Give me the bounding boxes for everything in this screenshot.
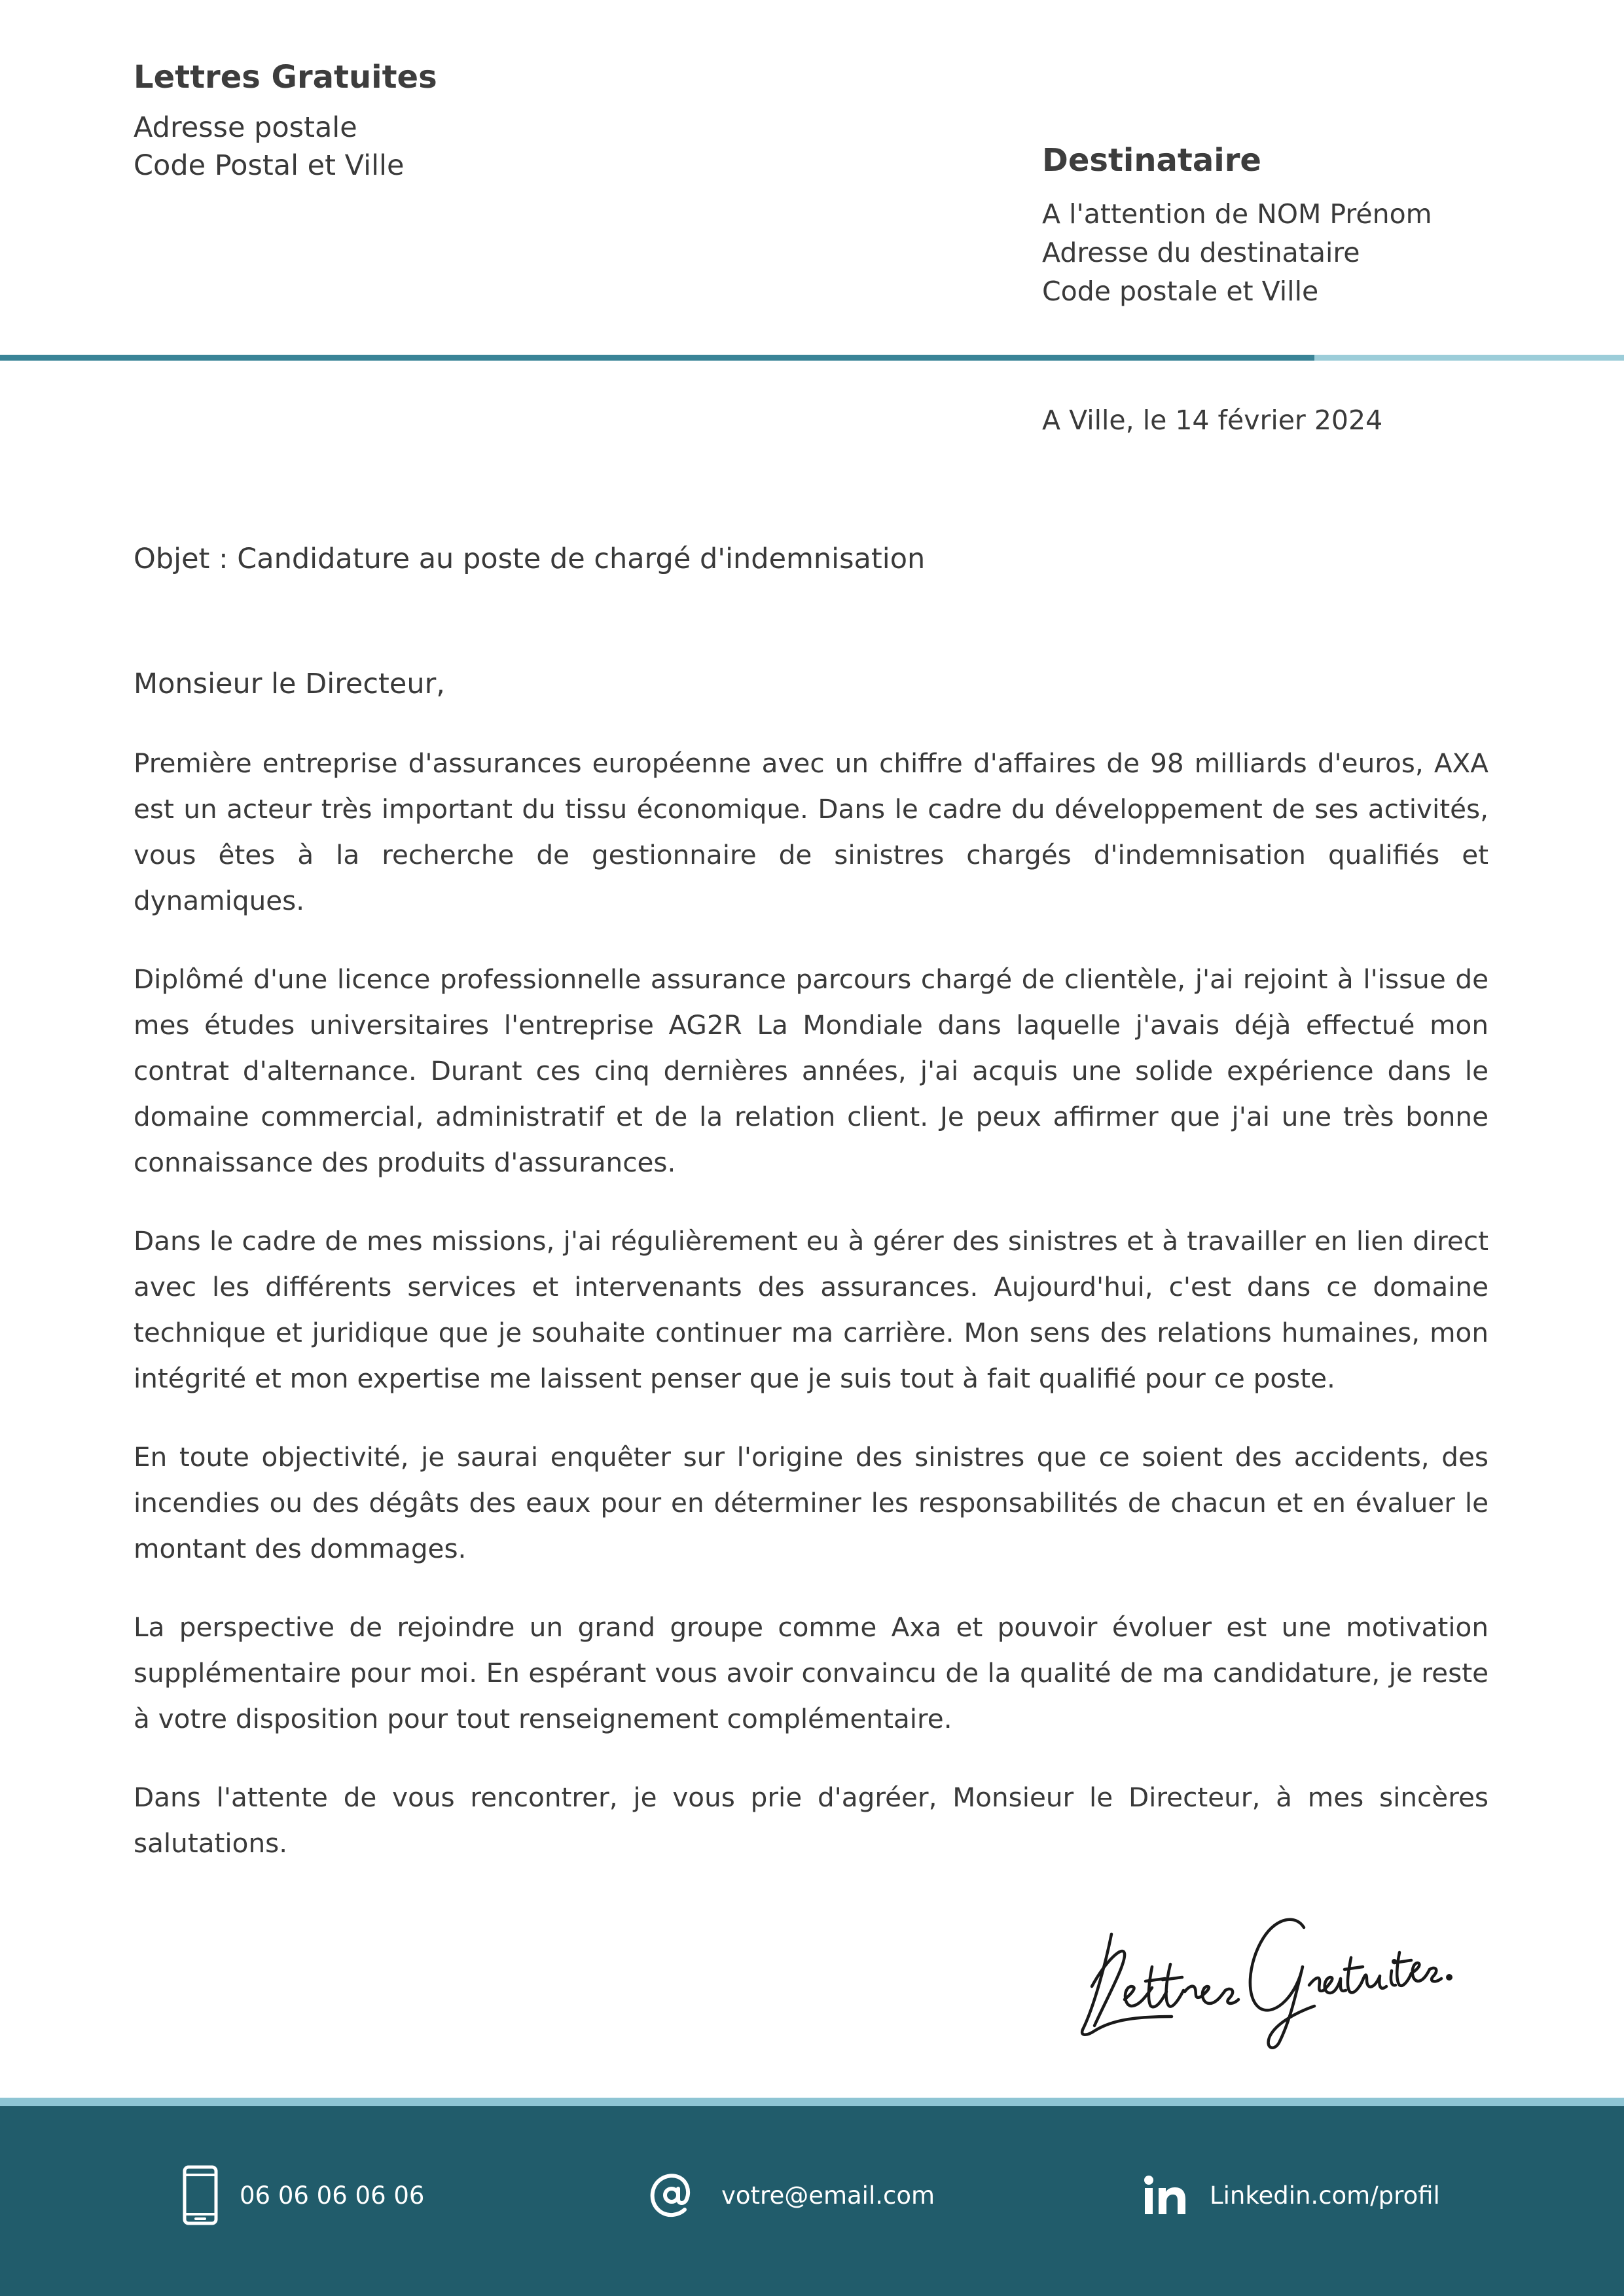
- body-paragraph: La perspective de rejoindre un grand groupe comme Axa et pouvoir évoluer est une motivation supplémentaire pour moi. En espérant vous avoir convaincu de la qualité de ma candidature, je reste à votre disposition pour tout renseignement complémentaire.: [134, 1611, 1489, 1734]
- recipient-block: [1042, 137, 1579, 311]
- recipient-city-line: Code postale et Ville: [1042, 276, 1319, 307]
- sender-address: [134, 109, 723, 185]
- sender-block: [134, 54, 723, 185]
- mobile-phone-icon: [182, 2164, 219, 2226]
- footer-stripe: [0, 2098, 1624, 2106]
- contact-phone-text: 06 06 06 06 06: [240, 2181, 425, 2210]
- contact-email[interactable]: [648, 2162, 935, 2228]
- sender-city-line: Code Postal et Ville: [134, 149, 405, 182]
- sender-address-line: Adresse postale: [134, 111, 357, 144]
- recipient-address-line: Adresse du destinataire: [1042, 237, 1360, 268]
- contact-linkedin[interactable]: [1144, 2162, 1440, 2228]
- at-sign-icon: [648, 2172, 695, 2219]
- letter-salutation: Monsieur le Directeur,: [134, 668, 445, 700]
- body-paragraph: Dans le cadre de mes missions, j'ai régulièrement eu à gérer des sinistres et à travailler en lien direct avec les différents services et intervenants des assurances. Aujourd'hui, c'est dans ce domaine technique et juridique que je souhaite continuer ma carrière. Mon sens des relations humaines, mon intégrité et mon expertise me laissent penser que je suis tout à fait qualifié pour ce poste.: [134, 1225, 1489, 1394]
- contact-phone: [182, 2162, 424, 2228]
- body-paragraph: Diplômé d'une licence professionnelle assurance parcours chargé de clientèle, j'ai rejoint à l'issue de mes études universitaires l'entreprise AG2R La Mondiale dans laquelle j'avais déjà effectué mon contrat d'alternance. Durant ces cinq dernières années, j'ai acquis une solide expérience dans le domaine commercial, administratif et de la relation client. Je peux affirmer que j'ai une très bonne connaissance des produits d'assurances.: [134, 963, 1489, 1178]
- linkedin-icon: [1144, 2176, 1186, 2215]
- recipient-title: Destinataire: [1042, 142, 1261, 179]
- contact-linkedin-text: Linkedin.com/profil: [1210, 2181, 1440, 2210]
- recipient-attention-line: A l'attention de NOM Prénom: [1042, 198, 1432, 230]
- body-paragraph: En toute objectivité, je saurai enquêter sur l'origine des sinistres que ce soient des accidents, des incendies ou des dégâts des eaux pour en déterminer les responsabilités de chacun et en évaluer le montant des dommages.: [134, 1441, 1489, 1564]
- contact-footer: [0, 2106, 1624, 2296]
- body-paragraph: Première entreprise d'assurances européenne avec un chiffre d'affaires de 98 milliards d'euros, AXA est un acteur très important du tissu économique. Dans le cadre du développement de ses activités, vous êtes à la recherche de gestionnaire de sinistres chargés d'indemnisation qualifiés et dynamiques.: [134, 747, 1489, 916]
- header-divider-dark: [0, 355, 1314, 361]
- letter-subject: Objet : Candidature au poste de chargé d'indemnisation: [134, 543, 926, 575]
- closing-paragraph: Dans l'attente de vous rencontrer, je vous prie d'agréer, Monsieur le Directeur, à mes sincères salutations.: [134, 1782, 1489, 1859]
- letter-date: A Ville, le 14 février 2024: [1042, 404, 1383, 436]
- contact-email-text: votre@email.com: [721, 2181, 935, 2210]
- sender-name: Lettres Gratuites: [134, 59, 437, 96]
- handwritten-signature: [1060, 1888, 1453, 2058]
- recipient-address: [1042, 195, 1579, 311]
- header-divider-light: [1314, 355, 1624, 361]
- letter-body: [134, 740, 1489, 1899]
